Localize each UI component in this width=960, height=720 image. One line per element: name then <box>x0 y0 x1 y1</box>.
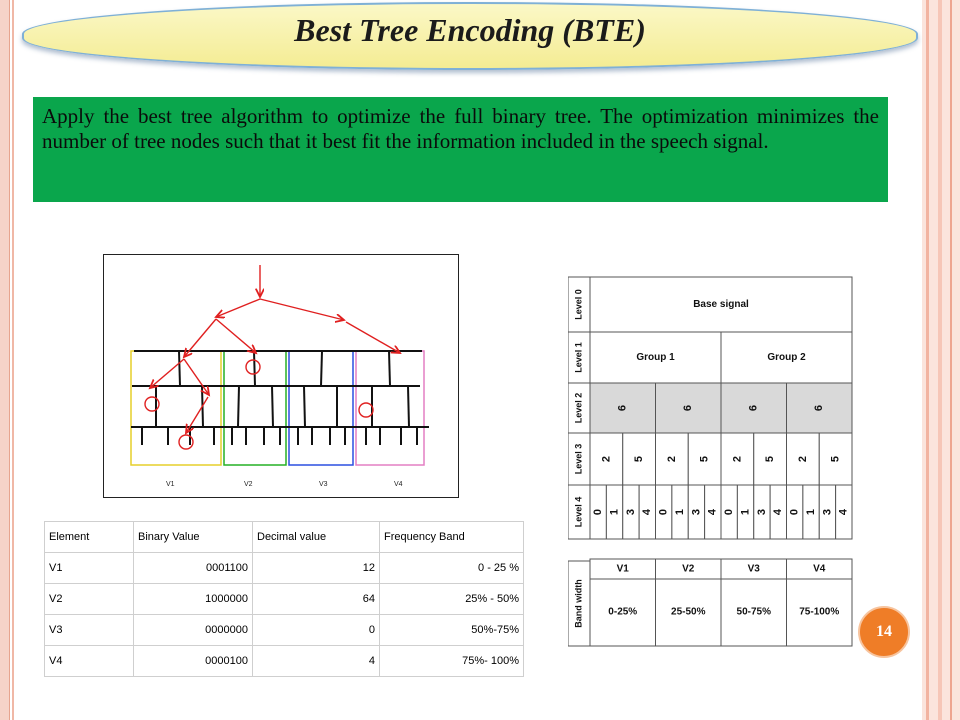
level3-text: 2 <box>600 455 613 463</box>
cell-element: V2 <box>45 584 134 615</box>
band-width-text: 50-75% <box>736 606 771 618</box>
left-border-decoration <box>0 0 10 720</box>
level0-text: Base signal <box>693 299 749 311</box>
level2-text: 6 <box>813 404 826 412</box>
header-element: Element <box>45 522 134 553</box>
band-name-text: V1 <box>616 563 629 575</box>
table-row <box>45 553 524 584</box>
band-width-text: 25-50% <box>671 606 706 618</box>
level4-text: 0 <box>788 508 801 516</box>
level4-text: 3 <box>624 508 637 516</box>
cell-decimal: 4 <box>253 646 380 677</box>
right-border-decoration <box>922 0 960 720</box>
level4-text: 3 <box>690 508 703 516</box>
level1-text: Group 1 <box>636 352 675 364</box>
tree-label-v1: V1 <box>166 481 175 488</box>
level3-text: 2 <box>731 455 744 463</box>
v1-box <box>131 351 221 465</box>
cell-decimal: 12 <box>253 553 380 584</box>
table-row <box>45 584 524 615</box>
level4-text: 1 <box>739 508 752 516</box>
page-number: 14 <box>858 606 910 658</box>
cell-element: V3 <box>45 615 134 646</box>
level-grid <box>568 273 856 650</box>
cell-decimal: 64 <box>253 584 380 615</box>
level-label: Band width <box>573 579 584 628</box>
level4-text: 0 <box>723 508 736 516</box>
table-row <box>45 646 524 677</box>
cell-frequency: 25% - 50% <box>380 584 524 615</box>
level3-text: 5 <box>698 455 711 463</box>
band-name-text: V3 <box>747 563 760 575</box>
band-name-text: V2 <box>682 563 695 575</box>
cell-frequency: 0 - 25 % <box>380 553 524 584</box>
tree-label-v4: V4 <box>394 481 403 488</box>
level-label: Level 2 <box>573 392 584 424</box>
tree-label-v3: V3 <box>319 481 328 488</box>
level2-text: 6 <box>616 404 629 412</box>
tree-label-v2: V2 <box>244 481 253 488</box>
level3-text: 5 <box>829 455 842 463</box>
level3-text: 5 <box>764 455 777 463</box>
level4-text: 3 <box>755 508 768 516</box>
cell-binary: 0001100 <box>134 553 253 584</box>
cell-decimal: 0 <box>253 615 380 646</box>
tree-scaffold <box>131 351 429 445</box>
band-name-text: V4 <box>813 563 826 575</box>
level4-text: 4 <box>706 508 719 516</box>
level4-text: 4 <box>772 508 785 516</box>
level4-text: 0 <box>657 508 670 516</box>
level-label: Level 1 <box>573 342 584 373</box>
table-header-row <box>45 522 524 553</box>
level-label: Level 0 <box>573 289 584 320</box>
encoding-table <box>44 521 524 677</box>
level4-text: 1 <box>608 508 621 516</box>
header-frequency: Frequency Band <box>380 522 524 553</box>
cell-binary: 0000000 <box>134 615 253 646</box>
cell-element: V4 <box>45 646 134 677</box>
level3-text: 2 <box>665 455 678 463</box>
left-border-line <box>12 0 14 720</box>
header-decimal: Decimal value <box>253 522 380 553</box>
level4-text: 1 <box>804 508 817 516</box>
level4-text: 3 <box>821 508 834 516</box>
cell-frequency: 50%-75% <box>380 615 524 646</box>
level1-text: Group 2 <box>767 352 806 364</box>
level3-text: 5 <box>633 455 646 463</box>
level4-text: 4 <box>641 508 654 516</box>
level-decomposition-figure <box>568 273 856 650</box>
level2-text: 6 <box>747 404 760 412</box>
level4-text: 1 <box>673 508 686 516</box>
cell-binary: 0000100 <box>134 646 253 677</box>
description-text: Apply the best tree algorithm to optimize the full binary tree. The optimization minimizes the number of tree nodes such that it best fit the information included in the speech signal. <box>42 104 879 153</box>
level-label: Level 4 <box>573 496 584 528</box>
level4-text: 0 <box>592 508 605 516</box>
level2-text: 6 <box>682 404 695 412</box>
tree-diagram <box>104 255 458 497</box>
optimization-arrows <box>150 265 400 433</box>
level3-text: 2 <box>796 455 809 463</box>
slide-title: Best Tree Encoding (BTE) <box>294 12 646 48</box>
cell-frequency: 75%- 100% <box>380 646 524 677</box>
tree-figure <box>103 254 459 498</box>
band-width-text: 0-25% <box>608 606 638 618</box>
description-box <box>33 97 888 202</box>
level-label: Level 3 <box>573 443 584 475</box>
header-binary: Binary Value <box>134 522 253 553</box>
level4-text: 4 <box>837 508 850 516</box>
cell-element: V1 <box>45 553 134 584</box>
table-row <box>45 615 524 646</box>
band-width-text: 75-100% <box>799 606 840 618</box>
cell-binary: 1000000 <box>134 584 253 615</box>
